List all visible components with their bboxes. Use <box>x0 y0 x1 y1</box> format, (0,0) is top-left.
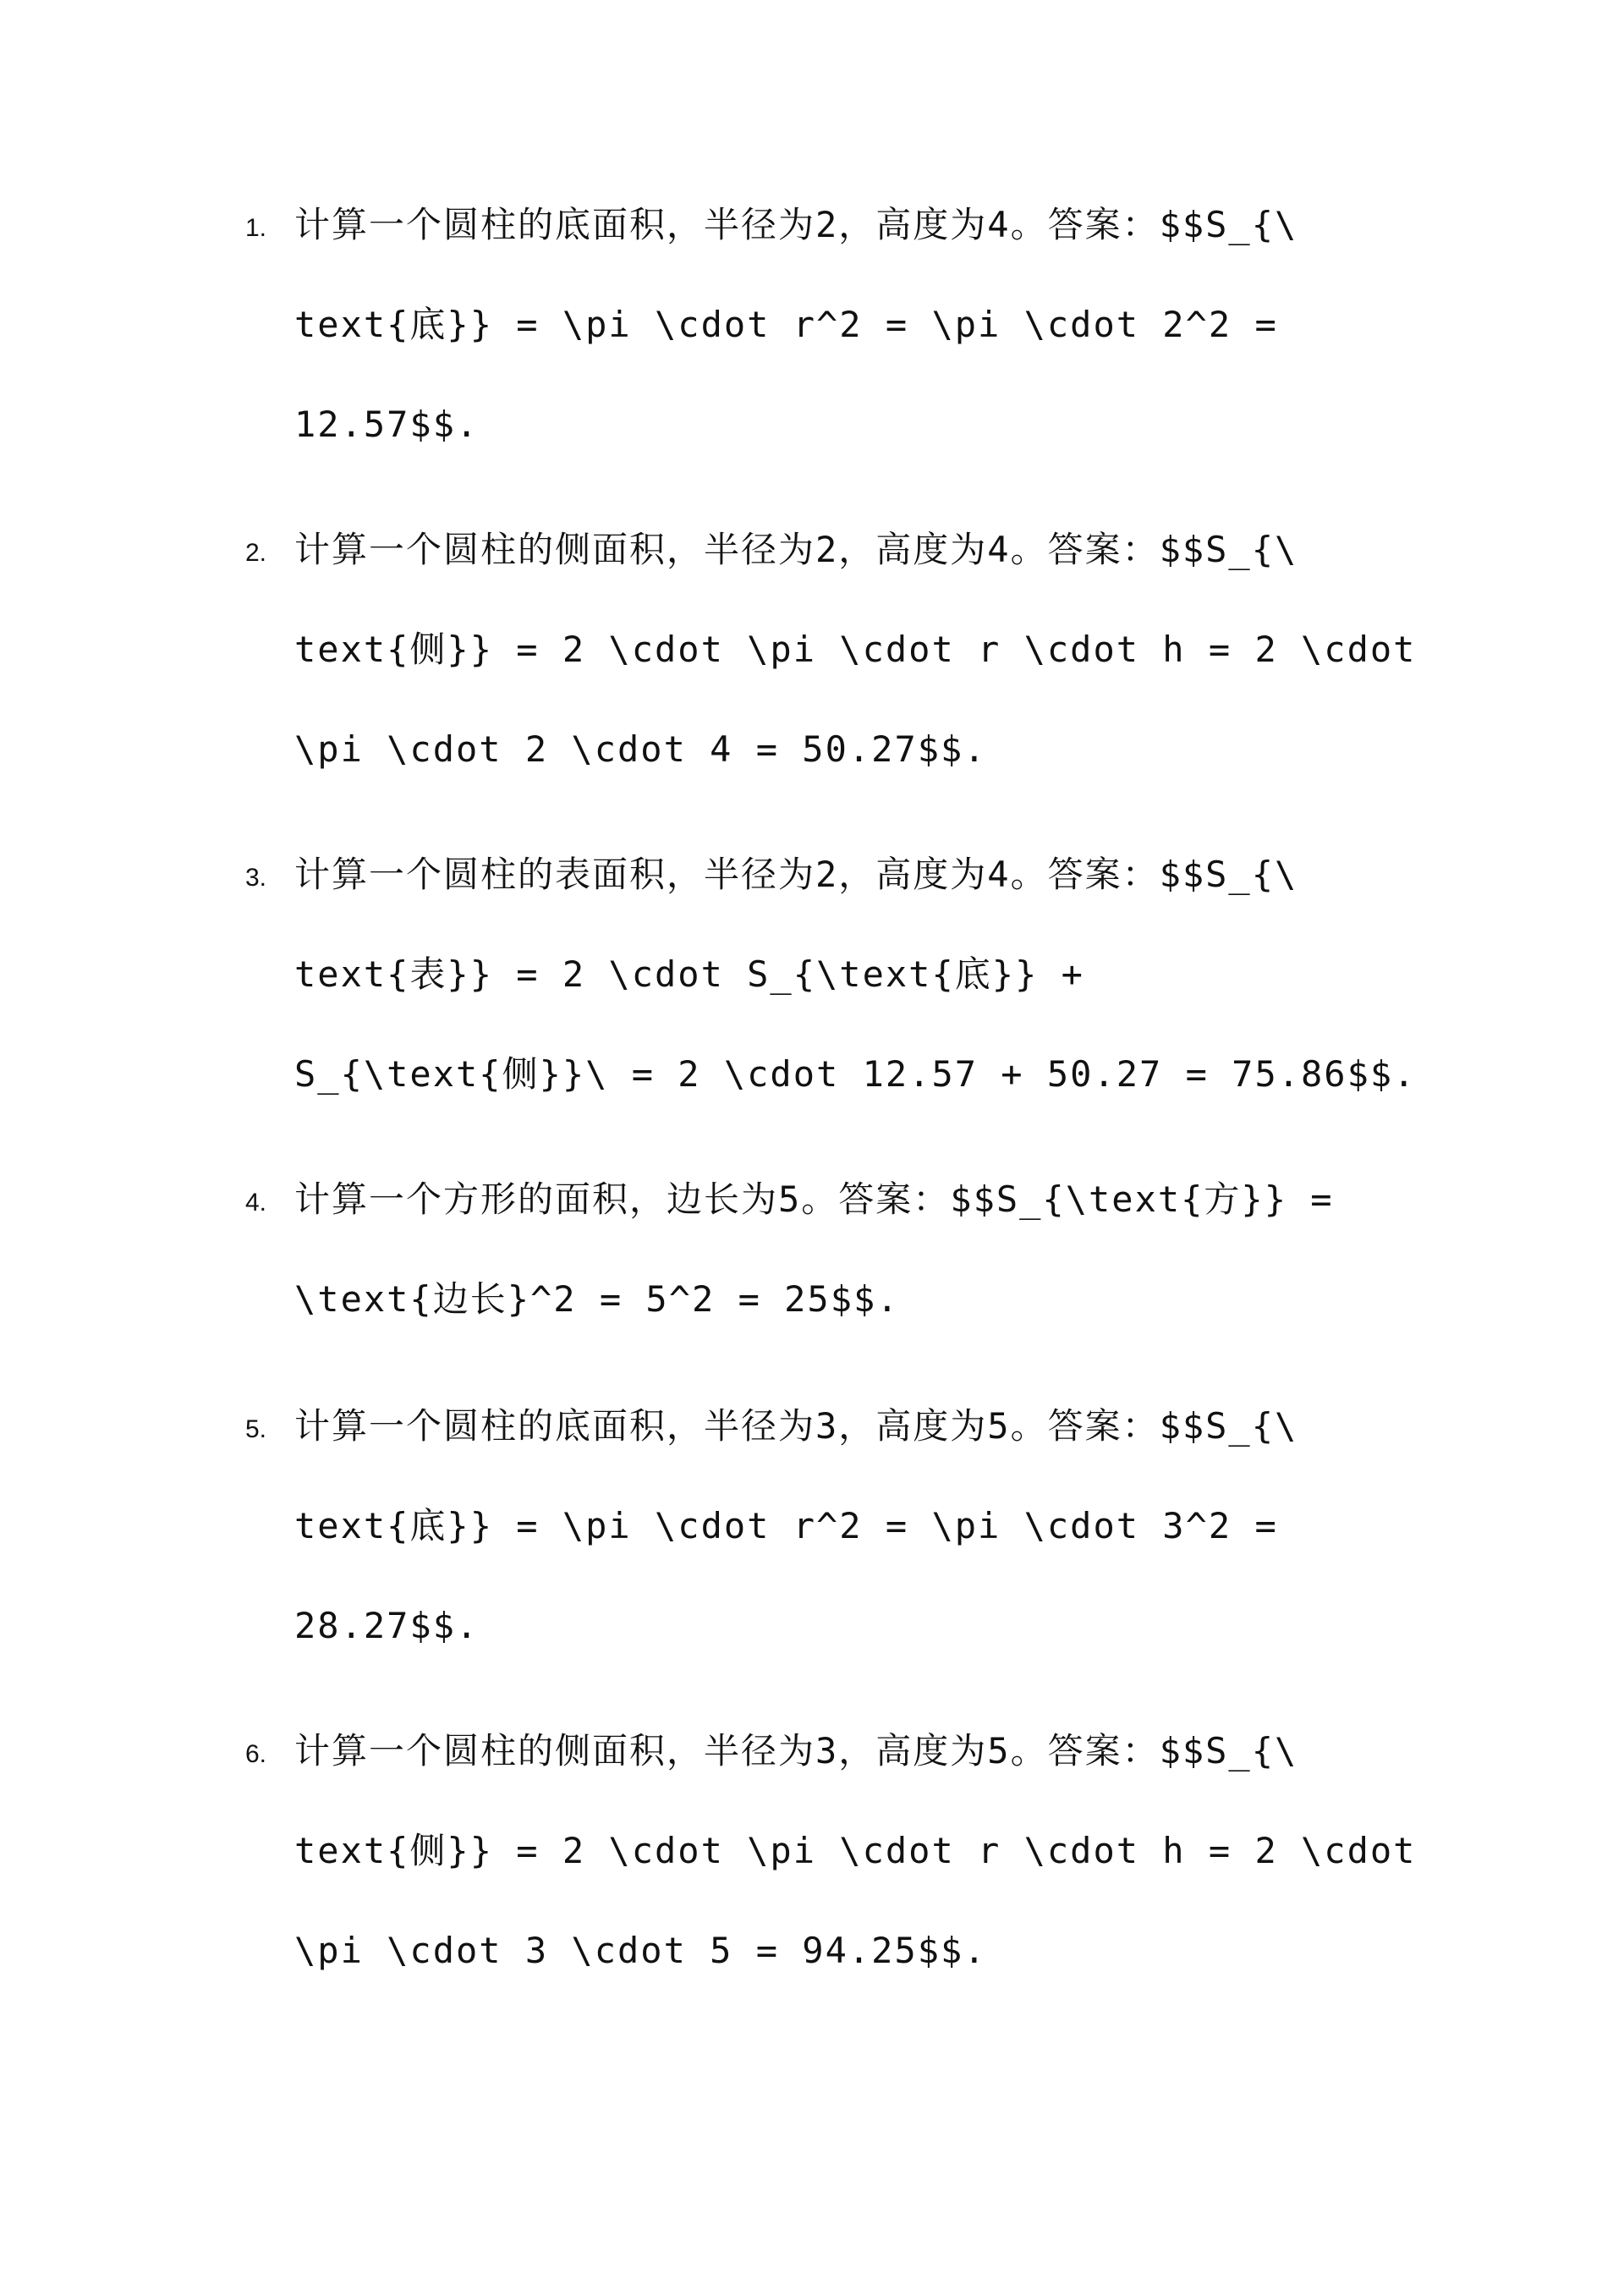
list-item-line: text{底}} = \pi \cdot r^2 = \pi \cdot 3^2 = <box>294 1505 1278 1546</box>
list-item-number: 6. <box>245 1740 267 1768</box>
list-item-line: 计算一个圆柱的底面积，半径为2，高度为4。答案：$$S_{\ <box>294 204 1298 245</box>
list-item-line: 计算一个圆柱的表面积，半径为2，高度为4。答案：$$S_{\ <box>294 854 1298 895</box>
list-item-line: text{侧}} = 2 \cdot \pi \cdot r \cdot h = 2 \cdot <box>294 629 1417 670</box>
list-item-line: text{侧}} = 2 \cdot \pi \cdot r \cdot h = 2 \cdot <box>294 1830 1417 1871</box>
list-item-line: 28.27$$. <box>294 1605 480 1646</box>
list-item-line: 12.57$$. <box>294 404 480 445</box>
list-item-line: \pi \cdot 2 \cdot 4 = 50.27$$. <box>294 728 987 770</box>
list-item-number: 3. <box>245 864 267 892</box>
list-item-line: 计算一个圆柱的底面积，半径为3，高度为5。答案：$$S_{\ <box>294 1405 1298 1447</box>
list-item-line: \text{边长}^2 = 5^2 = 25$$. <box>294 1278 900 1320</box>
list-item-line: S_{\text{侧}}\ = 2 \cdot 12.57 + 50.27 = 75.86$$. <box>294 1053 1417 1095</box>
list-item-line: 计算一个圆柱的侧面积，半径为2，高度为4。答案：$$S_{\ <box>294 529 1298 570</box>
list-item-line: \pi \cdot 3 \cdot 5 = 94.25$$. <box>294 1930 987 1971</box>
list-item-line: 计算一个方形的面积，边长为5。答案：$$S_{\text{方}} = <box>294 1178 1334 1220</box>
list-item-number: 1. <box>245 214 267 242</box>
list-item-number: 4. <box>245 1189 267 1217</box>
list-item-number: 5. <box>245 1415 267 1443</box>
list-item-line: text{表}} = 2 \cdot S_{\text{底}} + <box>294 953 1084 995</box>
list-item-line: text{底}} = \pi \cdot r^2 = \pi \cdot 2^2 = <box>294 304 1278 345</box>
list-item-number: 2. <box>245 539 267 567</box>
list-item-line: 计算一个圆柱的侧面积，半径为3，高度为5。答案：$$S_{\ <box>294 1730 1298 1771</box>
